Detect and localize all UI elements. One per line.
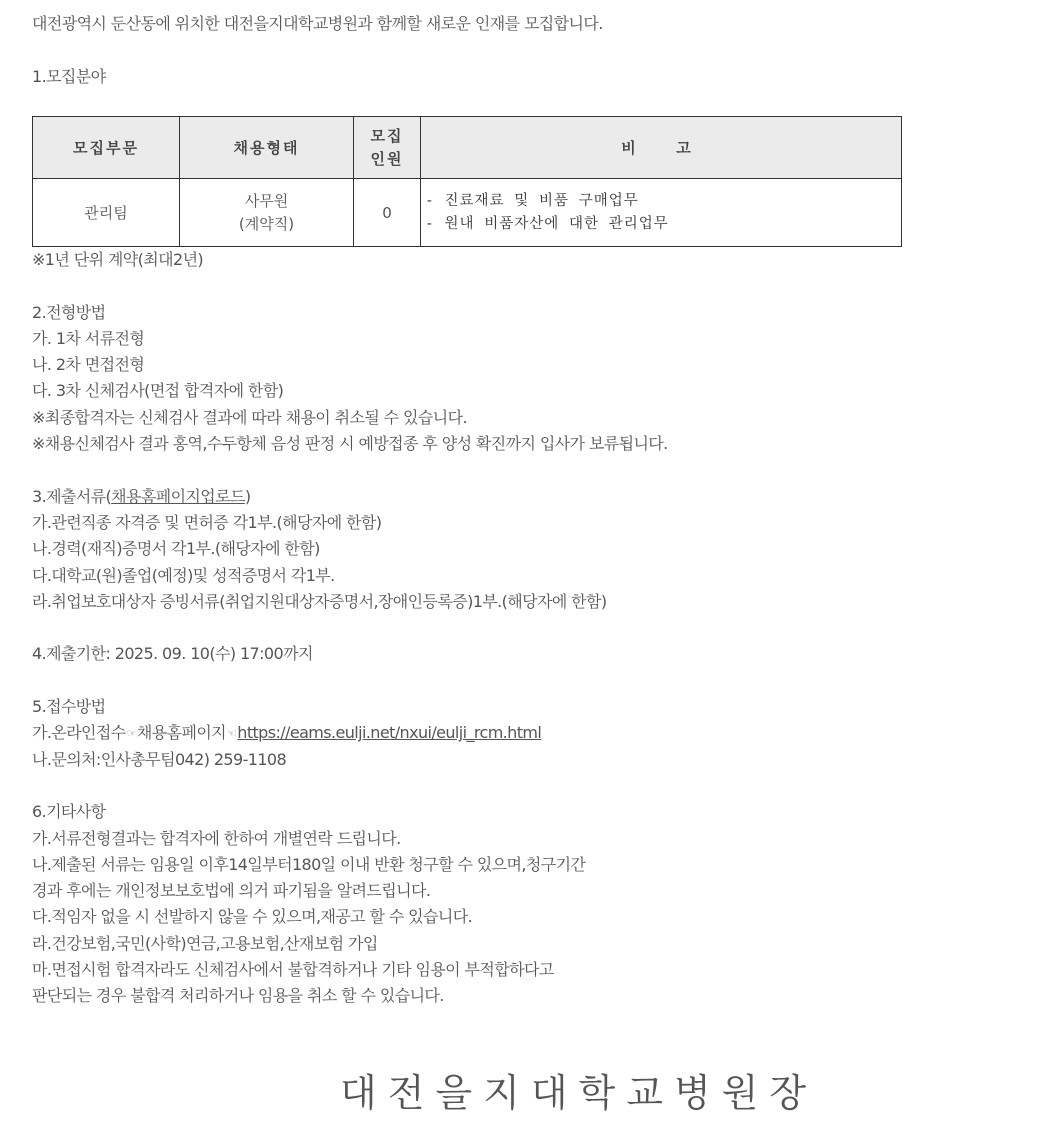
spacer	[32, 273, 1032, 299]
table-row	[33, 179, 902, 247]
header-headcount-line2: 인원	[370, 149, 404, 168]
list-item: 가. 1차 서류전형	[32, 328, 145, 348]
remark-line-1: - 진료재료 및 비품 구매업무	[425, 192, 639, 209]
header-remarks-label: 비 고	[621, 139, 701, 157]
list-item: 가.서류전형결과는 합격자에 한하여 개별연락 드립니다.	[32, 828, 401, 848]
cell-employment-type	[180, 179, 354, 247]
table-header-row	[33, 117, 902, 179]
section3-title-suffix: )	[244, 486, 251, 506]
header-headcount	[354, 117, 421, 179]
list-item: 라.건강보험,국민(사학)연금,고용보험,산재보험 가입	[32, 933, 378, 953]
list-item: 경과 후에는 개인정보보호법에 의거 파기됨을 알려드립니다.	[32, 881, 431, 901]
spacer	[32, 615, 1032, 641]
section3-title-prefix: 3.제출서류(	[32, 486, 112, 506]
section5-title: 5.접수방법	[32, 697, 106, 717]
recruitment-table	[32, 116, 902, 247]
spacer	[32, 773, 1032, 799]
section3-title	[32, 484, 1032, 510]
list-item: 나.경력(재직)증명서 각1부.(해당자에 한함)	[32, 539, 320, 559]
contact-line: 나.문의처:인사총무팀042) 259-1108	[32, 749, 287, 769]
intro-text: 대전광역시 둔산동에 위치한 대전을지대학교병원과 함께할 새로운 인재를 모집합니다.	[32, 14, 603, 33]
list-item: 마.면접시험 합격자라도 신체검사에서 불합격하거나 기타 임용이 부적합하다고	[32, 960, 554, 980]
list-item: 다. 3차 신체검사(면접 합격자에 한함)	[32, 381, 284, 401]
list-item: 판단되는 경우 불합격 처리하거나 임용을 취소 할 수 있습니다.	[32, 986, 444, 1006]
recruit-homepage-label: 채용홈페이지	[136, 723, 227, 743]
cell-employment-type-line1: 사무원	[244, 191, 289, 210]
pointing-left-hand-icon: ☜	[227, 726, 237, 740]
online-application-label: 가.온라인접수	[32, 723, 126, 743]
header-department: 모집부문	[33, 117, 180, 179]
list-item: 나.제출된 서류는 임용일 이후14일부터180일 이내 반환 청구할 수 있으며,청구기간	[32, 854, 586, 874]
remark-line-2: - 원내 비품자산에 대한 관리업무	[425, 215, 669, 232]
hospital-director-signature: 대전을지대학교병원장	[340, 1071, 818, 1115]
recruit-homepage-upload-link[interactable]: 채용홈페이지업로드	[111, 486, 245, 506]
list-item: 다.대학교(원)졸업(예정)및 성적증명서 각1부.	[32, 565, 335, 585]
spacer	[32, 668, 1032, 694]
header-employment-type: 채용형태	[180, 117, 354, 179]
list-item: 나. 2차 면접전형	[32, 355, 145, 375]
header-headcount-line1: 모집	[370, 126, 404, 145]
list-item: 라.취업보호대상자 증빙서류(취업지원대상자증명서,장애인등록증)1부.(해당자에 한함)	[32, 591, 607, 611]
list-item: ※채용신체검사 결과 홍역,수두항체 음성 판정 시 예방접종 후 양성 확진까지 입사가 보류됩니다.	[32, 434, 668, 454]
cell-employment-type-line2: (계약직)	[238, 214, 295, 233]
job-posting-body	[32, 11, 1032, 90]
deadline-text: 4.제출기한: 2025. 09. 10(수) 17:00까지	[32, 644, 313, 664]
section1-title: 1.모집분야	[32, 66, 106, 86]
list-item: 가.관련직종 자격증 및 면허증 각1부.(해당자에 한함)	[32, 512, 382, 532]
section6-title: 6.기타사항	[32, 802, 106, 822]
list-item: 다.적임자 없을 시 선발하지 않을 수 있으며,재공고 할 수 있습니다.	[32, 907, 473, 927]
recruit-homepage-url-link[interactable]: https://eams.eulji.net/nxui/eulji_rcm.html	[237, 723, 542, 743]
cell-remarks	[421, 179, 902, 247]
header-remarks	[421, 117, 902, 179]
job-posting-details	[32, 247, 1032, 1010]
section2-title: 2.전형방법	[32, 302, 106, 322]
cell-headcount: 0	[354, 179, 421, 247]
list-item: ※최종합격자는 신체검사 결과에 따라 채용이 취소될 수 있습니다.	[32, 407, 467, 427]
spacer	[32, 457, 1032, 483]
cell-department: 관리팀	[33, 179, 180, 247]
spacer	[32, 37, 1032, 63]
pointing-right-hand-icon: ☞	[126, 726, 136, 740]
online-application-line	[32, 720, 1032, 746]
contract-note: ※1년 단위 계약(최대2년)	[32, 250, 204, 269]
